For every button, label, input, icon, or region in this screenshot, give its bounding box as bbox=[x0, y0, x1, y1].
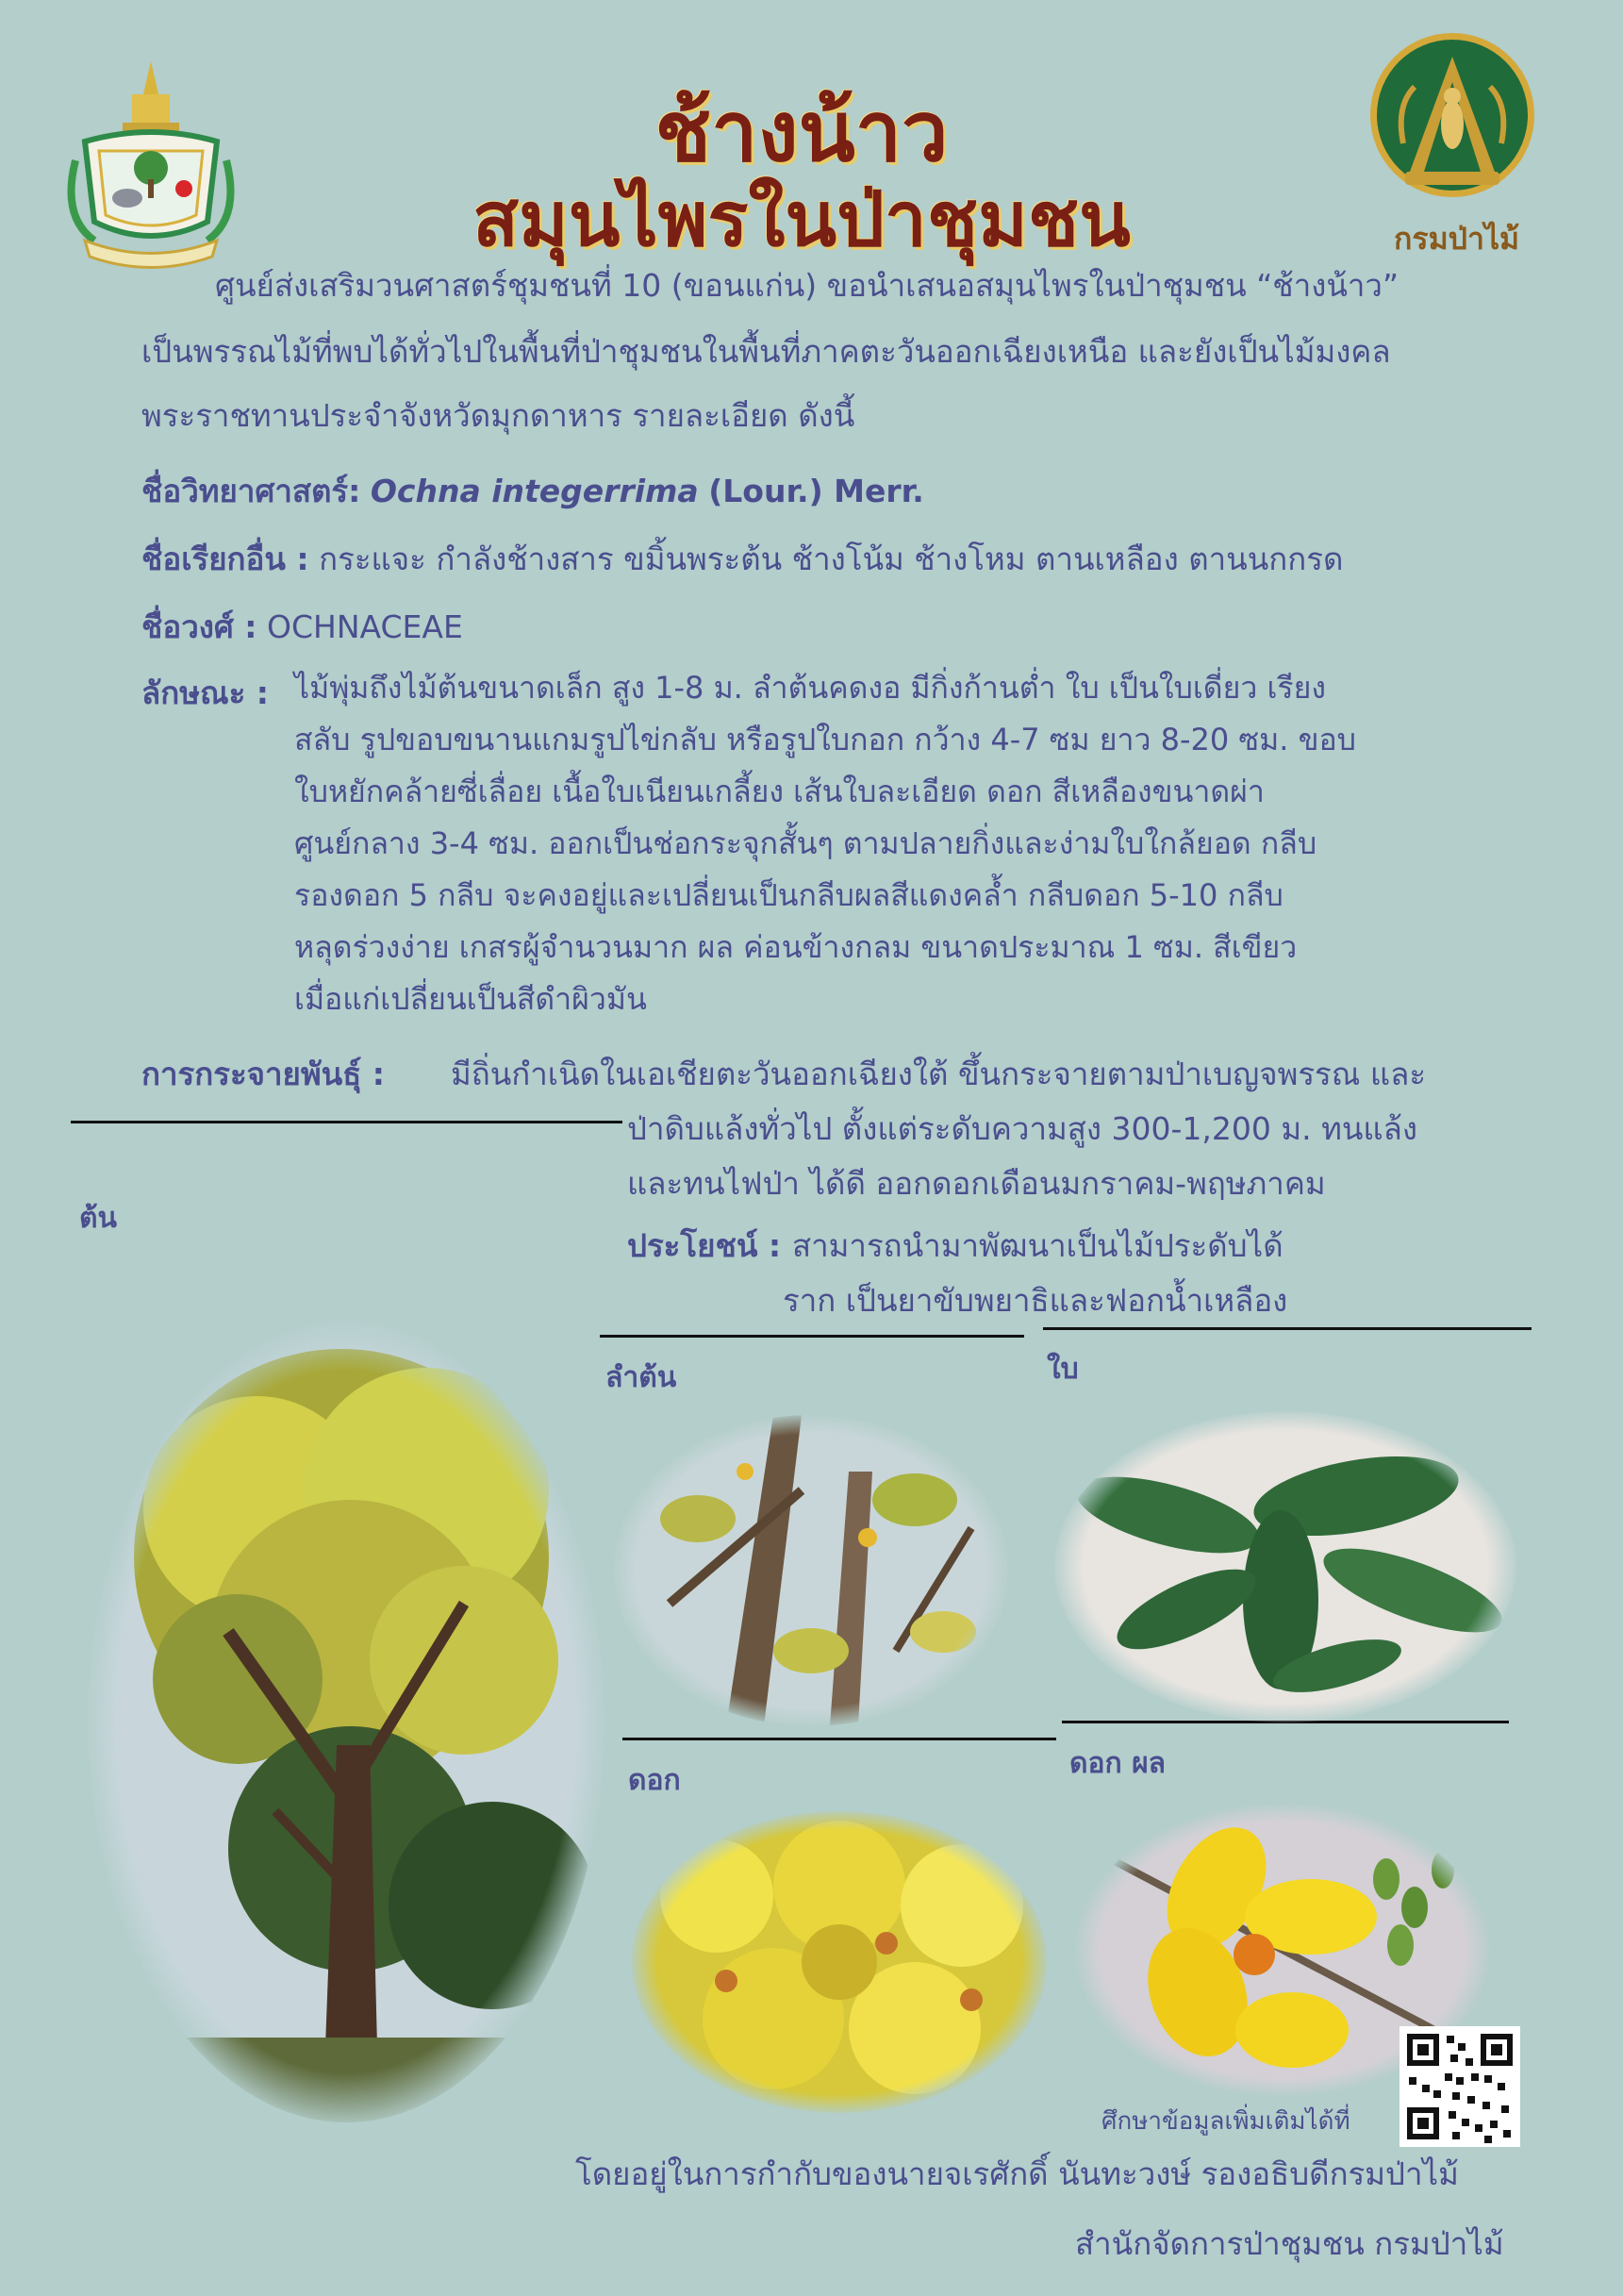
family-value: OCHNACEAE bbox=[267, 608, 463, 645]
intro-line-3: พระราชทานประจำจังหวัดมุกดาหาร รายละเอียด ดังนี้ bbox=[141, 397, 855, 434]
caption-flower-fruit: ดอก ผล bbox=[1069, 1747, 1167, 1780]
characteristics-line: เมื่อแก่เปลี่ยนเป็นสีดำผิวมัน bbox=[294, 981, 647, 1017]
other-names-value: กระแจะ กำลังช้างสาร ขมิ้นพระต้น ช้างโน้ม ช้างโหม ตานเหลือง ตานนกกรด bbox=[319, 541, 1344, 577]
intro-line-1: ศูนย์ส่งเสริมวนศาสตร์ชุมชนที่ 10 (ขอนแก่น) ขอนำเสนอสมุนไพรในป่าชุมชน “ช้างน้าว” bbox=[215, 267, 1399, 304]
caption-flower: ดอก bbox=[628, 1764, 681, 1797]
tree-photo bbox=[87, 1321, 605, 2122]
divider-flower bbox=[622, 1738, 1056, 1740]
divider-trunk bbox=[600, 1335, 1024, 1338]
caption-tree: ต้น bbox=[79, 1202, 117, 1235]
characteristics-line: รองดอก 5 กลีบ จะคงอยู่และเปลี่ยนเป็นกลีบผลสีแดงคล้ำ กลีบดอก 5-10 กลีบ bbox=[294, 877, 1283, 913]
scientific-name-label: ชื่อวิทยาศาสตร์: bbox=[141, 473, 361, 509]
other-names-label: ชื่อเรียกอื่น : bbox=[141, 541, 309, 577]
divider-leaf bbox=[1043, 1327, 1532, 1330]
characteristics-line: หลุดร่วงง่าย เกสรผู้จำนวนมาก ผล ค่อนข้างกลม ขนาดประมาณ 1 ซม. สีเขียว bbox=[294, 929, 1298, 965]
family-name bbox=[141, 602, 463, 652]
characteristics-text bbox=[294, 662, 1516, 1025]
flower-photo bbox=[632, 1811, 1047, 2113]
scientific-author: (Lour.) Merr. bbox=[708, 473, 924, 509]
characteristics-line: สลับ รูปขอบขนานแกมรูปไข่กลับ หรือรูปใบกอก กว้าง 4-7 ซม ยาว 8-20 ซม. ขอบ bbox=[294, 722, 1356, 757]
divider-tree bbox=[71, 1121, 622, 1123]
trunk-photo bbox=[613, 1415, 1009, 1726]
logo-caption: กรมป่าไม้ bbox=[1394, 221, 1520, 257]
other-names bbox=[141, 534, 1343, 584]
leaf-photo bbox=[1054, 1411, 1516, 1722]
scientific-name bbox=[141, 466, 924, 516]
uses-label: ประโยชน์ : bbox=[627, 1227, 782, 1264]
characteristics-line: ใบหยักคล้ายซี่เลื่อย เนื้อใบเนียนเกลี้ยง เส้นใบละเอียด ดอก สีเหลืองขนาดผ่า bbox=[294, 774, 1265, 809]
page-title: ช้างน้าว bbox=[654, 82, 949, 180]
footer-office: สำนักจัดการป่าชุมชน กรมป่าไม้ bbox=[1075, 2225, 1504, 2262]
intro-line-2: เป็นพรรณไม้ที่พบได้ทั่วไปในพื้นที่ป่าชุมชนในพื้นที่ภาคตะวันออกเฉียงเหนือ และยังเป็นไม้มงคล bbox=[141, 333, 1391, 370]
royal-forest-department-logo-icon bbox=[1367, 30, 1537, 209]
characteristics-label: ลักษณะ : bbox=[141, 674, 269, 711]
uses-line-2: ราก เป็นยาขับพยาธิและฟอกน้ำเหลือง bbox=[783, 1282, 1288, 1319]
family-label: ชื่อวงศ์ : bbox=[141, 608, 257, 645]
scientific-binomial: Ochna integerrima bbox=[370, 473, 699, 509]
caption-leaf: ใบ bbox=[1047, 1353, 1079, 1386]
distribution-line-2: ป่าดิบแล้งทั่วไป ตั้งแต่ระดับความสูง 300-1,200 ม. ทนแล้ง bbox=[627, 1110, 1417, 1147]
distribution-label: การกระจายพันธุ์ : bbox=[141, 1056, 386, 1092]
uses-line-1: สามารถนำมาพัฒนาเป็นไม้ประดับได้ bbox=[792, 1227, 1283, 1264]
page-subtitle: สมุนไพรในป่าชุมชน bbox=[472, 175, 1131, 263]
qr-caption: ศึกษาข้อมูลเพิ่มเติมได้ที่ bbox=[1101, 2107, 1350, 2136]
characteristics-line: ศูนย์กลาง 3-4 ซม. ออกเป็นช่อกระจุกสั้นๆ ตามปลายกิ่งและง่ามใบใกล้ยอด กลีบ bbox=[294, 825, 1317, 861]
distribution-line-3: และทนไฟป่า ได้ดี ออกดอกเดือนมกราคม-พฤษภาคม bbox=[627, 1165, 1326, 1202]
footer-supervision: โดยอยู่ในการกำกับของนายจเรศักดิ์ นันทะวงษ์ รองอธิบดีกรมป่าไม้ bbox=[575, 2155, 1459, 2192]
distribution-line-1: มีถิ่นกำเนิดในเอเชียตะวันออกเฉียงใต้ ขึ้นกระจายตามป่าเบญจพรรณ และ bbox=[451, 1056, 1427, 1092]
qr-code[interactable] bbox=[1399, 2026, 1520, 2147]
provincial-emblem-icon bbox=[57, 57, 245, 274]
characteristics-line: ไม้พุ่มถึงไม้ต้นขนาดเล็ก สูง 1-8 ม. ลำต้นคดงอ มีกิ่งก้านต่ำ ใบ เป็นใบเดี่ยว เรียง bbox=[294, 670, 1326, 706]
caption-trunk: ลำต้น bbox=[605, 1361, 677, 1394]
